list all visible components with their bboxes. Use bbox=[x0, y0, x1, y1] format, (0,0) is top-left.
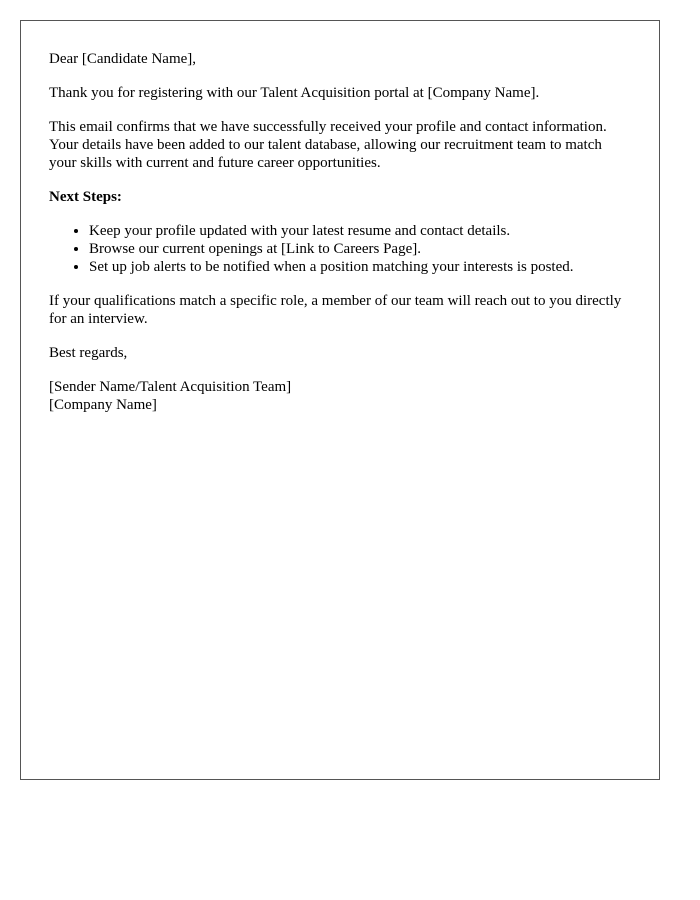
next-step-item: • Keep your profile updated with your latest resume and contact details. bbox=[89, 222, 631, 240]
greeting: Dear [Candidate Name], bbox=[49, 51, 197, 67]
next-step-item: • Set up job alerts to be notified when a position matching your interests is posted. bbox=[89, 258, 631, 276]
closing-paragraph: If your qualifications match a specific role, a member of our team will reach out to you directly for an interview. bbox=[49, 293, 622, 327]
intro-paragraph: Thank you for registering with our Talent Acquisition portal at [Company Name]. bbox=[49, 85, 540, 101]
next-step-item: • Browse our current openings at [Link to Careers Page]. bbox=[89, 240, 631, 258]
company-name: [Company Name] bbox=[49, 397, 157, 413]
sender-name: [Sender Name/Talent Acquisition Team] bbox=[49, 379, 292, 395]
letter-container bbox=[20, 20, 660, 780]
signature-block bbox=[49, 378, 631, 414]
sign-off: Best regards, bbox=[49, 345, 128, 361]
next-steps-heading: Next Steps: bbox=[49, 189, 122, 205]
confirmation-paragraph: This email confirms that we have successfully received your profile and contact information. Your details have been added to our talent database, allowing our recruitment team to match your skills with current and future career opportunities. bbox=[49, 119, 607, 171]
next-steps-list bbox=[49, 222, 631, 276]
